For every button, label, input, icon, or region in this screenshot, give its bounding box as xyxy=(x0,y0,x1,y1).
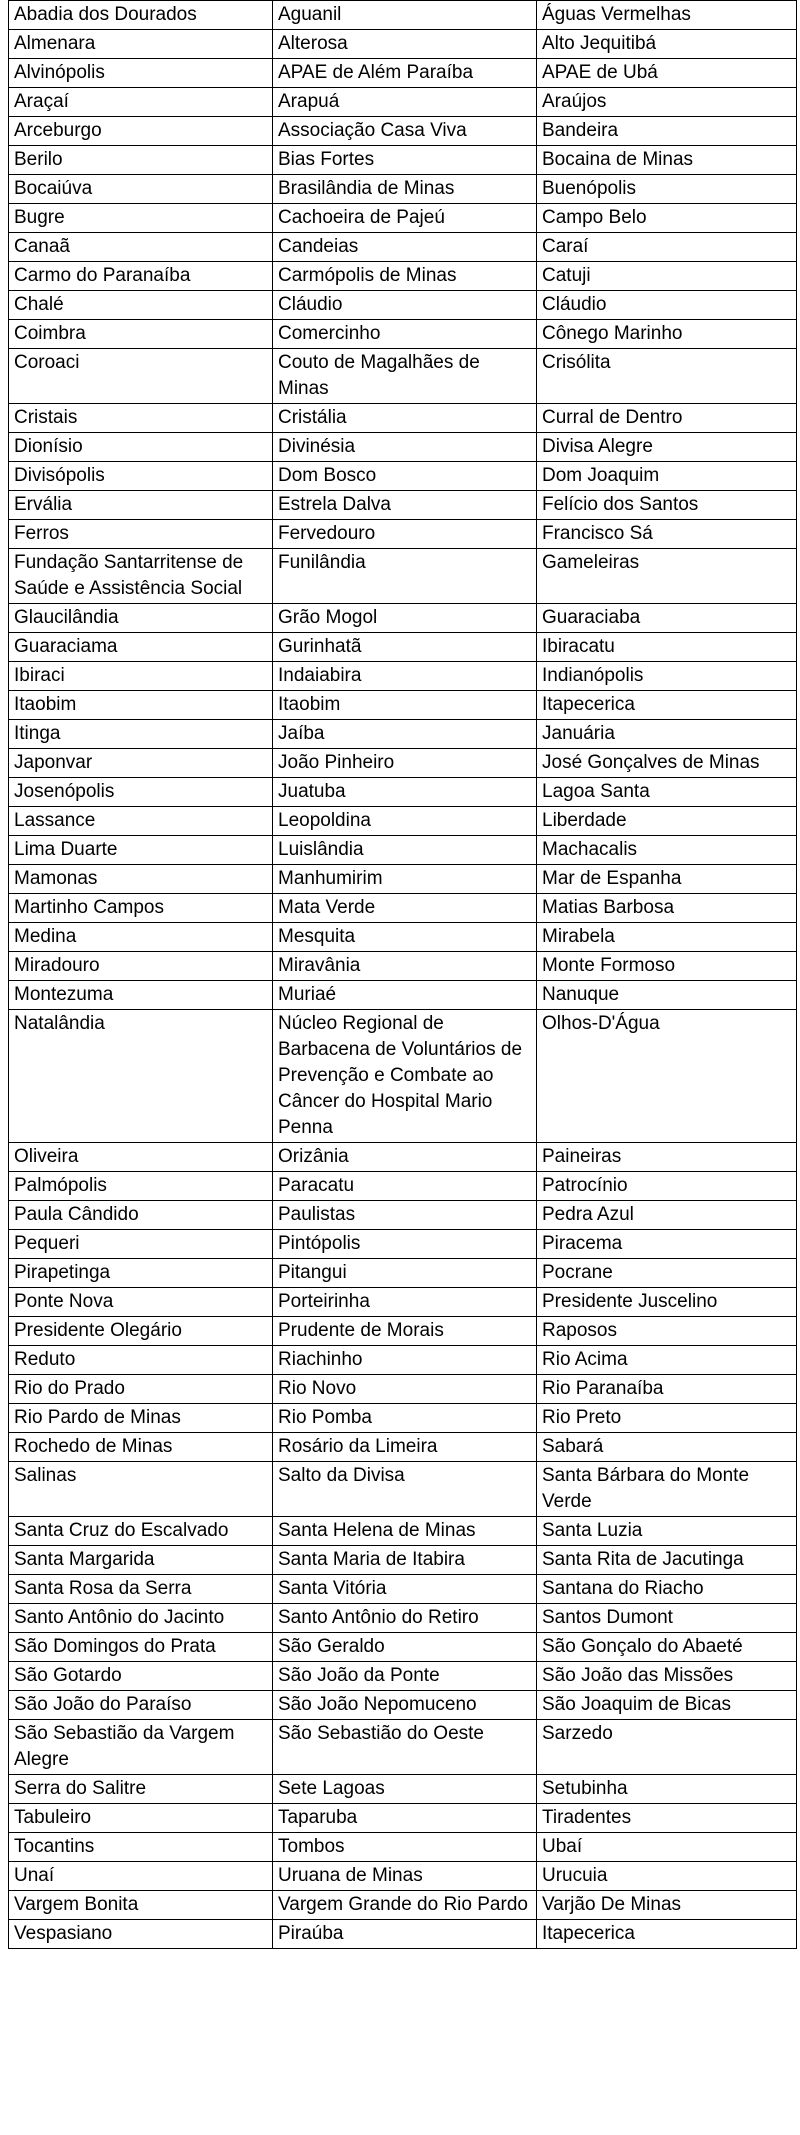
table-cell: Cristais xyxy=(9,404,273,433)
table-cell: São Domingos do Prata xyxy=(9,1633,273,1662)
table-cell: São Joaquim de Bicas xyxy=(537,1691,797,1720)
table-cell: Olhos-D'Água xyxy=(537,1010,797,1143)
table-cell: São João Nepomuceno xyxy=(273,1691,537,1720)
table-cell: Pitangui xyxy=(273,1259,537,1288)
table-cell: Santa Luzia xyxy=(537,1517,797,1546)
table-cell: Sete Lagoas xyxy=(273,1775,537,1804)
table-cell: Coimbra xyxy=(9,320,273,349)
table-cell: Januária xyxy=(537,720,797,749)
table-cell: Prudente de Morais xyxy=(273,1317,537,1346)
table-cell: Mar de Espanha xyxy=(537,865,797,894)
table-row xyxy=(9,1804,797,1833)
table-cell: Bocaina de Minas xyxy=(537,146,797,175)
table-cell: APAE de Ubá xyxy=(537,59,797,88)
table-row xyxy=(9,175,797,204)
table-cell: Patrocínio xyxy=(537,1172,797,1201)
table-cell: Cristália xyxy=(273,404,537,433)
table-cell: Tiradentes xyxy=(537,1804,797,1833)
table-cell: Santa Bárbara do Monte Verde xyxy=(537,1462,797,1517)
table-cell: Tabuleiro xyxy=(9,1804,273,1833)
table-cell: APAE de Além Paraíba xyxy=(273,59,537,88)
table-cell: Glaucilândia xyxy=(9,604,273,633)
table-cell: Fervedouro xyxy=(273,520,537,549)
table-cell: Fundação Santarritense de Saúde e Assistência Social xyxy=(9,549,273,604)
table-row xyxy=(9,604,797,633)
table-row xyxy=(9,433,797,462)
table-cell: Divisópolis xyxy=(9,462,273,491)
table-cell: Paula Cândido xyxy=(9,1201,273,1230)
table-cell: Aguanil xyxy=(273,1,537,30)
table-row xyxy=(9,491,797,520)
table-row xyxy=(9,1433,797,1462)
table-row xyxy=(9,1633,797,1662)
table-cell: Luislândia xyxy=(273,836,537,865)
table-cell: Rochedo de Minas xyxy=(9,1433,273,1462)
table-cell: Porteirinha xyxy=(273,1288,537,1317)
table-cell: Arapuá xyxy=(273,88,537,117)
table-cell: Buenópolis xyxy=(537,175,797,204)
table-cell: Manhumirim xyxy=(273,865,537,894)
table-row xyxy=(9,59,797,88)
table-cell: Liberdade xyxy=(537,807,797,836)
table-cell: Pirapetinga xyxy=(9,1259,273,1288)
table-row xyxy=(9,1517,797,1546)
table-row xyxy=(9,1920,797,1949)
table-cell: Santa Vitória xyxy=(273,1575,537,1604)
table-cell: Estrela Dalva xyxy=(273,491,537,520)
table-cell: Santa Maria de Itabira xyxy=(273,1546,537,1575)
table-cell: Oliveira xyxy=(9,1143,273,1172)
table-cell: Serra do Salitre xyxy=(9,1775,273,1804)
table-cell: Ubaí xyxy=(537,1833,797,1862)
table-cell: Mata Verde xyxy=(273,894,537,923)
table-cell: Ibiraci xyxy=(9,662,273,691)
table-row xyxy=(9,1317,797,1346)
table-row xyxy=(9,1288,797,1317)
table-row xyxy=(9,981,797,1010)
table-cell: Bugre xyxy=(9,204,273,233)
table-row xyxy=(9,291,797,320)
table-cell: Berilo xyxy=(9,146,273,175)
table-cell: Itinga xyxy=(9,720,273,749)
table-cell: Rio Pomba xyxy=(273,1404,537,1433)
table-cell: Pocrane xyxy=(537,1259,797,1288)
table-row xyxy=(9,1775,797,1804)
table-cell: Gameleiras xyxy=(537,549,797,604)
table-row xyxy=(9,1691,797,1720)
table-cell: Vargem Grande do Rio Pardo xyxy=(273,1891,537,1920)
table-cell: Santa Margarida xyxy=(9,1546,273,1575)
table-cell: Nanuque xyxy=(537,981,797,1010)
table-row xyxy=(9,1862,797,1891)
table-row xyxy=(9,1346,797,1375)
table-cell: Lima Duarte xyxy=(9,836,273,865)
table-cell: Associação Casa Viva xyxy=(273,117,537,146)
table-cell: Miravânia xyxy=(273,952,537,981)
table-cell: Lassance xyxy=(9,807,273,836)
table-cell: Monte Formoso xyxy=(537,952,797,981)
table-row xyxy=(9,404,797,433)
table-cell: Cláudio xyxy=(273,291,537,320)
table-cell: Paracatu xyxy=(273,1172,537,1201)
table-row xyxy=(9,320,797,349)
table-cell: Mesquita xyxy=(273,923,537,952)
table-cell: Alto Jequitibá xyxy=(537,30,797,59)
table-cell: Carmópolis de Minas xyxy=(273,262,537,291)
table-cell: Raposos xyxy=(537,1317,797,1346)
table-cell: Bandeira xyxy=(537,117,797,146)
table-cell: Pintópolis xyxy=(273,1230,537,1259)
table-cell: Couto de Magalhães de Minas xyxy=(273,349,537,404)
table-cell: Candeias xyxy=(273,233,537,262)
table-cell: Catuji xyxy=(537,262,797,291)
table-cell: Paulistas xyxy=(273,1201,537,1230)
table-cell: Santo Antônio do Retiro xyxy=(273,1604,537,1633)
table-cell: João Pinheiro xyxy=(273,749,537,778)
table-cell: Santa Cruz do Escalvado xyxy=(9,1517,273,1546)
table-cell: Riachinho xyxy=(273,1346,537,1375)
table-cell: Itapecerica xyxy=(537,1920,797,1949)
table-cell: São Gonçalo do Abaeté xyxy=(537,1633,797,1662)
table-cell: Presidente Juscelino xyxy=(537,1288,797,1317)
table-cell: Montezuma xyxy=(9,981,273,1010)
table-cell: São Sebastião do Oeste xyxy=(273,1720,537,1775)
table-cell: Alterosa xyxy=(273,30,537,59)
table-cell: Abadia dos Dourados xyxy=(9,1,273,30)
table-row xyxy=(9,1143,797,1172)
municipality-table xyxy=(8,0,797,1949)
table-cell: São João da Ponte xyxy=(273,1662,537,1691)
table-cell: Caraí xyxy=(537,233,797,262)
table-cell: Palmópolis xyxy=(9,1172,273,1201)
table-cell: Natalândia xyxy=(9,1010,273,1143)
table-cell: Núcleo Regional de Barbacena de Voluntários de Prevenção e Combate ao Câncer do Hospital Mario Penna xyxy=(273,1010,537,1143)
table-cell: Leopoldina xyxy=(273,807,537,836)
table-row xyxy=(9,1259,797,1288)
table-cell: Setubinha xyxy=(537,1775,797,1804)
table-cell: Indaiabira xyxy=(273,662,537,691)
table-cell: Mirabela xyxy=(537,923,797,952)
table-cell: Grão Mogol xyxy=(273,604,537,633)
table-cell: Curral de Dentro xyxy=(537,404,797,433)
table-cell: Rio do Prado xyxy=(9,1375,273,1404)
table-row xyxy=(9,1604,797,1633)
table-cell: Canaã xyxy=(9,233,273,262)
table-cell: Crisólita xyxy=(537,349,797,404)
table-cell: Gurinhatã xyxy=(273,633,537,662)
table-row xyxy=(9,146,797,175)
table-cell: Santa Rosa da Serra xyxy=(9,1575,273,1604)
table-row xyxy=(9,1010,797,1143)
table-cell: Rio Preto xyxy=(537,1404,797,1433)
table-row xyxy=(9,233,797,262)
table-cell: Vespasiano xyxy=(9,1920,273,1949)
table-cell: Unaí xyxy=(9,1862,273,1891)
table-cell: Santana do Riacho xyxy=(537,1575,797,1604)
table-cell: Mamonas xyxy=(9,865,273,894)
table-cell: Martinho Campos xyxy=(9,894,273,923)
table-cell: Chalé xyxy=(9,291,273,320)
table-cell: Águas Vermelhas xyxy=(537,1,797,30)
table-cell: Comercinho xyxy=(273,320,537,349)
table-cell: Santo Antônio do Jacinto xyxy=(9,1604,273,1633)
table-row xyxy=(9,88,797,117)
table-cell: Urucuia xyxy=(537,1862,797,1891)
table-cell: Rio Novo xyxy=(273,1375,537,1404)
table-row xyxy=(9,462,797,491)
table-row xyxy=(9,633,797,662)
table-cell: Coroaci xyxy=(9,349,273,404)
table-cell: São Sebastião da Vargem Alegre xyxy=(9,1720,273,1775)
table-cell: Juatuba xyxy=(273,778,537,807)
table-cell: Sabará xyxy=(537,1433,797,1462)
table-cell: Japonvar xyxy=(9,749,273,778)
table-cell: Ervália xyxy=(9,491,273,520)
table-row xyxy=(9,1662,797,1691)
table-row xyxy=(9,662,797,691)
table-row xyxy=(9,520,797,549)
table-row xyxy=(9,1546,797,1575)
table-cell: Bias Fortes xyxy=(273,146,537,175)
table-cell: Presidente Olegário xyxy=(9,1317,273,1346)
table-cell: Bocaiúva xyxy=(9,175,273,204)
table-cell: Machacalis xyxy=(537,836,797,865)
table-cell: Almenara xyxy=(9,30,273,59)
table-row xyxy=(9,1,797,30)
table-cell: Itaobim xyxy=(9,691,273,720)
table-cell: Uruana de Minas xyxy=(273,1862,537,1891)
table-row xyxy=(9,262,797,291)
table-cell: Miradouro xyxy=(9,952,273,981)
table-cell: São João do Paraíso xyxy=(9,1691,273,1720)
table-cell: Rio Pardo de Minas xyxy=(9,1404,273,1433)
table-cell: São Gotardo xyxy=(9,1662,273,1691)
table-cell: Divisa Alegre xyxy=(537,433,797,462)
table-cell: Arceburgo xyxy=(9,117,273,146)
table-cell: Felício dos Santos xyxy=(537,491,797,520)
table-cell: Reduto xyxy=(9,1346,273,1375)
table-cell: Alvinópolis xyxy=(9,59,273,88)
table-cell: Carmo do Paranaíba xyxy=(9,262,273,291)
table-cell: Piraúba xyxy=(273,1920,537,1949)
table-cell: Brasilândia de Minas xyxy=(273,175,537,204)
table-row xyxy=(9,865,797,894)
table-row xyxy=(9,117,797,146)
table-row xyxy=(9,807,797,836)
table-row xyxy=(9,1172,797,1201)
table-cell: Muriaé xyxy=(273,981,537,1010)
table-row xyxy=(9,952,797,981)
table-cell: Lagoa Santa xyxy=(537,778,797,807)
table-cell: Guaraciama xyxy=(9,633,273,662)
table-cell: José Gonçalves de Minas xyxy=(537,749,797,778)
table-row xyxy=(9,894,797,923)
table-cell: Itaobim xyxy=(273,691,537,720)
table-row xyxy=(9,1720,797,1775)
table-cell: Rio Paranaíba xyxy=(537,1375,797,1404)
table-row xyxy=(9,691,797,720)
table-cell: Pequeri xyxy=(9,1230,273,1259)
table-cell: Tocantins xyxy=(9,1833,273,1862)
table-row xyxy=(9,549,797,604)
table-cell: Rosário da Limeira xyxy=(273,1433,537,1462)
table-cell: Divinésia xyxy=(273,433,537,462)
table-row xyxy=(9,836,797,865)
table-row xyxy=(9,1575,797,1604)
table-cell: Funilândia xyxy=(273,549,537,604)
table-cell: Ferros xyxy=(9,520,273,549)
table-cell: Guaraciaba xyxy=(537,604,797,633)
table-row xyxy=(9,1375,797,1404)
table-cell: Francisco Sá xyxy=(537,520,797,549)
table-row xyxy=(9,1891,797,1920)
table-cell: Dionísio xyxy=(9,433,273,462)
table-cell: Matias Barbosa xyxy=(537,894,797,923)
table-body xyxy=(9,1,797,1949)
table-cell: Araçaí xyxy=(9,88,273,117)
table-row xyxy=(9,349,797,404)
table-cell: Salto da Divisa xyxy=(273,1462,537,1517)
table-row xyxy=(9,923,797,952)
table-cell: Campo Belo xyxy=(537,204,797,233)
table-cell: Taparuba xyxy=(273,1804,537,1833)
table-cell: Varjão De Minas xyxy=(537,1891,797,1920)
table-cell: Cláudio xyxy=(537,291,797,320)
table-cell: Cachoeira de Pajeú xyxy=(273,204,537,233)
table-cell: Santa Rita de Jacutinga xyxy=(537,1546,797,1575)
table-row xyxy=(9,204,797,233)
table-cell: Ibiracatu xyxy=(537,633,797,662)
table-cell: Pedra Azul xyxy=(537,1201,797,1230)
table-row xyxy=(9,1833,797,1862)
table-cell: Rio Acima xyxy=(537,1346,797,1375)
table-row xyxy=(9,778,797,807)
table-cell: Araújos xyxy=(537,88,797,117)
table-row xyxy=(9,749,797,778)
table-cell: Salinas xyxy=(9,1462,273,1517)
table-row xyxy=(9,1230,797,1259)
table-cell: Dom Bosco xyxy=(273,462,537,491)
table-cell: São João das Missões xyxy=(537,1662,797,1691)
table-cell: Medina xyxy=(9,923,273,952)
table-cell: Vargem Bonita xyxy=(9,1891,273,1920)
table-cell: Sarzedo xyxy=(537,1720,797,1775)
table-row xyxy=(9,720,797,749)
table-cell: Jaíba xyxy=(273,720,537,749)
table-cell: Paineiras xyxy=(537,1143,797,1172)
table-cell: Ponte Nova xyxy=(9,1288,273,1317)
table-row xyxy=(9,1462,797,1517)
table-cell: Cônego Marinho xyxy=(537,320,797,349)
table-cell: Santos Dumont xyxy=(537,1604,797,1633)
table-cell: Indianópolis xyxy=(537,662,797,691)
table-cell: Itapecerica xyxy=(537,691,797,720)
table-cell: São Geraldo xyxy=(273,1633,537,1662)
table-row xyxy=(9,1404,797,1433)
table-cell: Tombos xyxy=(273,1833,537,1862)
table-cell: Orizânia xyxy=(273,1143,537,1172)
table-cell: Josenópolis xyxy=(9,778,273,807)
table-row xyxy=(9,30,797,59)
table-cell: Dom Joaquim xyxy=(537,462,797,491)
table-row xyxy=(9,1201,797,1230)
table-cell: Santa Helena de Minas xyxy=(273,1517,537,1546)
table-cell: Piracema xyxy=(537,1230,797,1259)
